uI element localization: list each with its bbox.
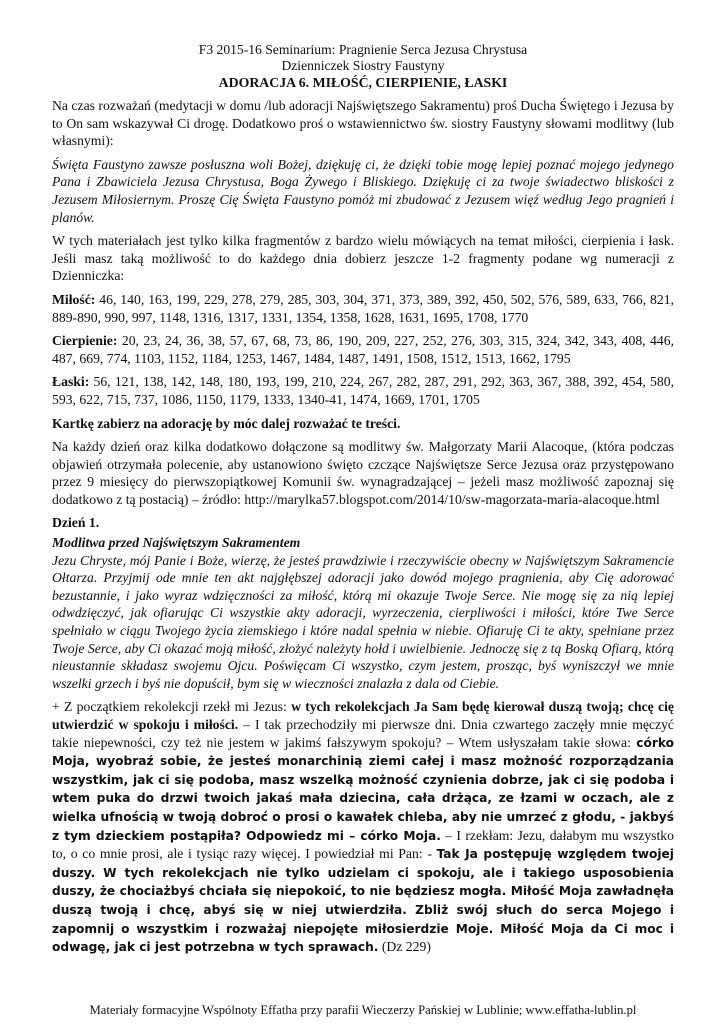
cierpienie-list — [52, 332, 674, 367]
cierpienie-numbers: 20, 23, 24, 36, 38, 57, 67, 68, 73, 86, 190, 209, 227, 252, 276, 303, 315, 324, 342, 343, 408, 446, 487, 669, 774, 1103, 1152, 1184, 1253, 1467, 1484, 1487, 1491, 1508, 1512, 1513, 1662, 1795 — [52, 333, 674, 366]
diary-text-3: – I rzekłam: Jezu, dałabym mu wszystko to, o co mnie prosi, ale i tysiąc razy więcej. I powiedział mi Pan: - — [52, 827, 674, 862]
milosc-label: Miłość: — [52, 291, 96, 307]
diary-text-2: – I tak przechodziły mi pierwsze dni. Dnia czwartego zaczęły mnie męczyć takie niepewności, czy też nie jestem w jakimś fałszywym spokoju? – Wtem usłyszałam takie słowa: — [52, 717, 674, 750]
faustyna-prayer: Święta Faustyno zawsze posłuszna woli Bożej, dziękuję ci, że dzięki tobie mogę lepiej poznać mojego jedynego Pana i Zbawiciela Jezusa Chrystusa, Boga Żywego i Bliskiego. Dziękuję ci za twoje świadectwo bliskości z Jezusem Miłosiernym. Proszę Cię Święta Faustyno pomóż mi zbudować z Jezusem więź według Jego pragnień i planów. — [52, 156, 674, 225]
day-heading: Dzień 1. — [52, 515, 100, 531]
diary-bold-1: w tych rekolekcjach Ja Sam będę kierował duszą twoją; chcę cię utwierdzić w spokoju i miłości. — [52, 699, 674, 732]
materials-paragraph: W tych materiałach jest tylko kilka fragmentów z bardzo wielu mówiących na temat miłości, cierpienia i łask. Jeśli masz taką możliwość to do każdego dnia dobierz jeszcze 1-2 fragmenty podane wg numeracji z Dzienniczka: — [52, 233, 674, 284]
milosc-list — [52, 291, 674, 326]
cierpienie-label: Cierpienie: — [52, 333, 118, 349]
laski-list — [52, 373, 674, 408]
header-line-1: F3 2015-16 Seminarium: Pragnienie Serca Jezusa Chrystusa — [198, 42, 528, 57]
diary-reference: (Dz 229) — [378, 939, 431, 955]
page-title: ADORACJA 6. MIŁOŚĆ, CIERPIENIE, ŁASKI — [218, 75, 508, 90]
page-footer: Materiały formacyjne Wspólnoty Effatha przy parafii Wieczerzy Pańskiej w Lublinie; www.effatha-lublin.pl — [89, 1003, 637, 1017]
adoration-prayer: Jezu Chryste, mój Panie i Boże, wierzę, że jesteś prawdziwie i rzeczywiście obecny w Najświętszym Sakramencie Ołtarza. Przyjmij ode mnie ten akt najgłębszej adoracji jako dowód mojego pragnienia, aby Cię adorować bezustannie, i jako wyraz wdzięczności za miłość, którą mi okazuje Twoje Serce. Nie mogę się za nią lepiej odwdzięczyć, jak ofiarując Ci wszystkie akty adoracji, wyrzeczenia, cierpliwości i miłości, które Twe Serce spełniało w ciągu Twojego życia ziemskiego i które nadal spełnia w niebie. Ofiaruję Ci te akty, spełniane przez Twoje Serce, aby Ci okazać moją miłość, złożyć należyty hołd i uwielbienie. Jednoczę się z tą Boską Ofiarą, którą nieustannie składasz swojemu Ojcu. Poświęcam Ci wszystko, czym jestem, prosząc, byś wyniszczył we mnie wszelki grzech i byś nie dopuścił, bym się w wieczności znalazła z dala od Ciebie. — [52, 552, 674, 691]
laski-numbers: 56, 121, 138, 142, 148, 180, 193, 199, 210, 224, 267, 282, 287, 291, 292, 363, 367, 388, 392, 454, 580, 593, 622, 715, 737, 1086, 1150, 1179, 1333, 1340-41, 1474, 1669, 1701, 1705 — [52, 374, 674, 407]
diary-text-1: + Z początkiem rekolekcji rzekł mi Jezus: — [52, 699, 292, 715]
diary-bold-3: Tak Ja postępuję względem twojej duszy. W tych rekolekcjach nie tylko udzielam ci spokoju, ale i takiego usposobienia duszy, że chociażbyś chciała się niepokoić, to nie będziesz mogła. Miłość Moja zawładnęła duszą twoją i chcę, abyś się w niej utwierdziła. Zbliż swój słuch do serca Mojego i zapomnij o wszystkim i rozważaj niepojęte miłosierdzie Moje. Miłość Moja da Ci moc i odwagę, jak ci jest potrzebna w tych sprawach. — [52, 847, 674, 955]
card-note: Kartkę zabierz na adorację by móc dalej rozważać te treści. — [52, 415, 401, 431]
milosc-numbers: 46, 140, 163, 199, 229, 278, 279, 285, 303, 304, 371, 373, 389, 392, 450, 502, 576, 589, 633, 766, 821, 889-890, 990, 997, 1148, 1316, 1317, 1331, 1354, 1358, 1628, 1631, 1695, 1708, 1770 — [52, 291, 674, 325]
alacoque-paragraph: Na każdy dzień oraz kilka dodatkowo dołączone są modlitwy św. Małgorzaty Marii Alacoque, (która podczas objawień otrzymała polecenie, aby ustanowiono święto czczące Najświętsze Serce Jezusa oraz przystępowano przez 9 miesięcy do pierwszopiątkowej Komunii św. wynagradzającej – jeżeli masz możliwość zapoznaj się dodatkowo z tą postacią) – źródło: http://marylka57.blogspot.com/2014/10/sw-magorzata-maria-alacoque.html — [52, 439, 674, 507]
laski-label: Łaski: — [52, 374, 90, 390]
diary-passage — [52, 698, 674, 956]
header-line-2: Dzienniczek Siostry Faustyny — [281, 58, 445, 73]
document-page — [52, 42, 674, 963]
intro-paragraph: Na czas rozważań (medytacji w domu /lub adoracji Najświętszego Sakramentu) proś Ducha Świętego i Jezusa by to On sam wskazywał Ci drogę. Dodatkowo proś o wstawiennictwo św. siostry Faustyny słowami modlitwy (lub własnymi): — [52, 98, 674, 149]
diary-bold-2: córko Moja, wyobraź sobie, że jesteś monarchinią ziemi całej i masz możność rozporządzania wszystkim, jak ci się podoba, masz wszelką możność czynienia dobrze, jak ci się podoba i wtem puka do drzwi twoich jakaś mała dziecina, cała drżąca, ze łzami w oczach, ale z wielka ufnością w twoją dobroć o prosi o kawałek chleba, aby nie umrzeć z głodu, - jakbyś z tym dzieckiem postąpiła? Odpowiedz mi – córko Moja. — [52, 735, 674, 843]
prayer-title: Modlitwa przed Najświętszym Sakramentem — [52, 535, 301, 551]
